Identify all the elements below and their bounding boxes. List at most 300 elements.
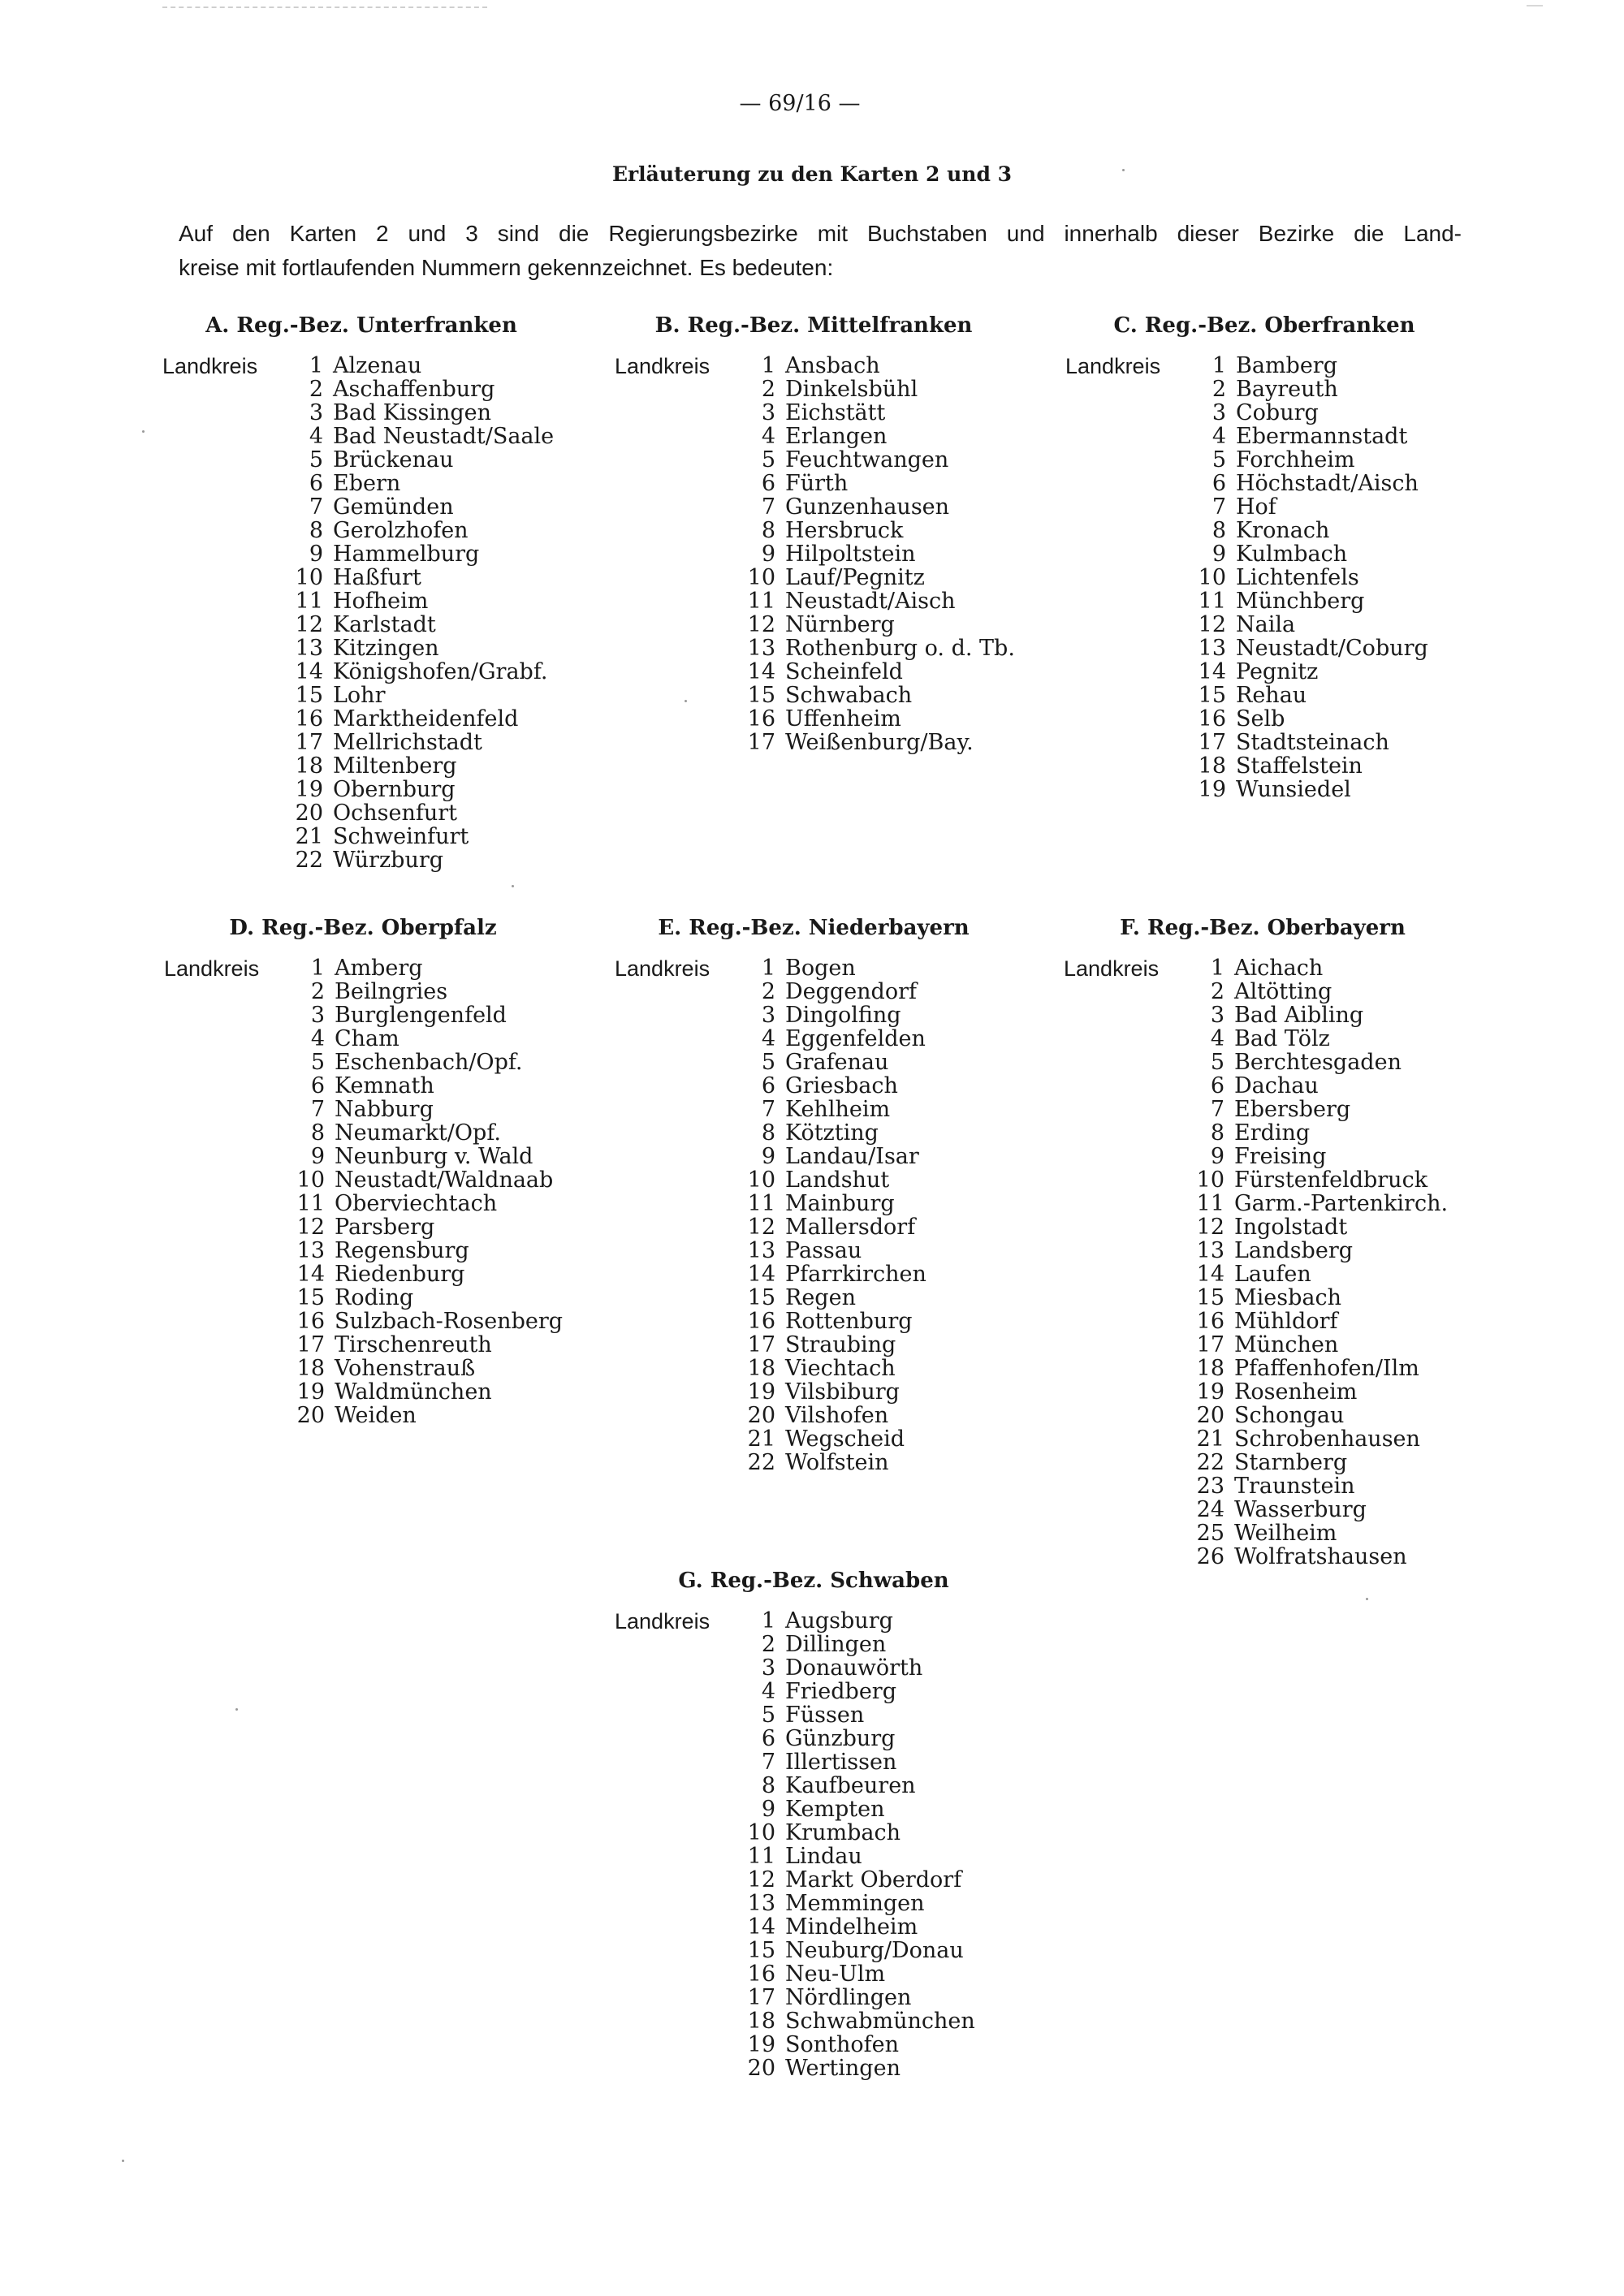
landkreis-item [736, 1333, 926, 1357]
district-heading: E. Reg.-Bez. Niederbayern [658, 916, 970, 940]
landkreis-item [286, 1098, 563, 1121]
scan-artifact-mark [1527, 5, 1543, 6]
landkreis-number: 16 [747, 1962, 775, 1987]
landkreis-number: 8 [761, 518, 775, 543]
landkreis-number: 25 [1196, 1521, 1224, 1546]
landkreis-number: 18 [1196, 1356, 1224, 1381]
landkreis-name: Gerolzhofen [333, 518, 469, 543]
page-number: — 69/16 — [739, 91, 861, 116]
landkreis-label: Landkreis [615, 1609, 710, 1634]
landkreis-number: 7 [761, 494, 775, 520]
landkreis-item [736, 1215, 926, 1239]
landkreis-item [284, 637, 554, 660]
landkreis-number: 10 [747, 565, 775, 590]
landkreis-name: Haßfurt [333, 565, 421, 590]
landkreis-item [1187, 589, 1428, 613]
landkreis-item [1186, 1215, 1448, 1239]
landkreis-list [286, 956, 563, 1427]
landkreis-item [736, 1168, 926, 1192]
district-heading: G. Reg.-Bez. Schwaben [678, 1569, 949, 1593]
landkreis-number: 9 [310, 1144, 325, 1169]
landkreis-name: Naila [1236, 612, 1296, 637]
landkreis-item [284, 613, 554, 637]
landkreis-name: Griesbach [785, 1073, 898, 1098]
landkreis-item [1187, 425, 1428, 448]
landkreis-item [736, 1027, 926, 1051]
landkreis-item [736, 1915, 975, 1939]
landkreis-number: 14 [1196, 1262, 1224, 1287]
landkreis-number: 16 [295, 706, 323, 732]
landkreis-name: Weiden [335, 1403, 417, 1428]
landkreis-number: 18 [295, 753, 323, 779]
landkreis-item [736, 566, 1015, 589]
landkreis-name: Münchberg [1236, 589, 1365, 614]
landkreis-name: Neunburg v. Wald [335, 1144, 533, 1169]
landkreis-item [1187, 495, 1428, 519]
scan-speck [235, 1708, 238, 1711]
landkreis-item [284, 472, 554, 495]
landkreis-name: Kulmbach [1236, 542, 1348, 567]
landkreis-item [286, 1333, 563, 1357]
landkreis-number: 3 [761, 1003, 775, 1028]
landkreis-number: 10 [296, 1167, 325, 1193]
landkreis-list [284, 354, 554, 872]
landkreis-item [736, 1239, 926, 1262]
landkreis-name: Mühldorf [1234, 1309, 1338, 1334]
landkreis-name: Passau [785, 1238, 862, 1263]
landkreis-name: Wolfstein [785, 1450, 889, 1475]
district-heading: B. Reg.-Bez. Mittelfranken [654, 313, 973, 338]
landkreis-name: Kemnath [335, 1073, 434, 1098]
landkreis-number: 26 [1196, 1544, 1224, 1569]
landkreis-name: Günzburg [785, 1726, 896, 1751]
landkreis-item [286, 980, 563, 1003]
landkreis-name: Staffelstein [1236, 753, 1363, 779]
landkreis-number: 22 [1196, 1450, 1224, 1475]
landkreis-name: Rehau [1236, 683, 1307, 708]
landkreis-item [286, 1286, 563, 1310]
landkreis-item [286, 1027, 563, 1051]
landkreis-item [736, 1310, 926, 1333]
landkreis-item [284, 754, 554, 778]
landkreis-name: Grafenau [785, 1050, 889, 1075]
landkreis-number: 19 [747, 2032, 775, 2057]
landkreis-number: 20 [296, 1403, 325, 1428]
landkreis-name: Waldmünchen [335, 1379, 492, 1405]
landkreis-item [736, 1286, 926, 1310]
landkreis-name: Höchstadt/Aisch [1236, 471, 1419, 496]
landkreis-number: 9 [1210, 1144, 1224, 1169]
landkreis-label: Landkreis [1065, 354, 1161, 378]
landkreis-number: 14 [295, 659, 323, 684]
landkreis-number: 18 [1198, 753, 1226, 779]
landkreis-item [736, 1868, 975, 1892]
landkreis-number: 6 [761, 1073, 775, 1098]
landkreis-name: Pegnitz [1236, 659, 1319, 684]
landkreis-number: 21 [295, 824, 323, 849]
landkreis-number: 10 [747, 1167, 775, 1193]
landkreis-item [736, 354, 1015, 378]
landkreis-name: Traunstein [1234, 1474, 1355, 1499]
landkreis-name: Ebersberg [1234, 1097, 1351, 1122]
landkreis-item [284, 801, 554, 825]
landkreis-item [286, 956, 563, 980]
landkreis-number: 20 [1196, 1403, 1224, 1428]
landkreis-number: 16 [747, 706, 775, 732]
landkreis-number: 3 [761, 1655, 775, 1681]
landkreis-item [284, 825, 554, 848]
landkreis-item [736, 1609, 975, 1633]
landkreis-name: Stadtsteinach [1236, 730, 1389, 755]
landkreis-number: 12 [296, 1215, 325, 1240]
landkreis-name: Kaufbeuren [785, 1773, 916, 1798]
landkreis-name: Miltenberg [333, 753, 457, 779]
landkreis-name: Oberviechtach [335, 1191, 498, 1216]
landkreis-name: Markt Oberdorf [785, 1867, 962, 1892]
landkreis-name: Schwabmünchen [785, 2009, 975, 2034]
landkreis-number: 9 [761, 542, 775, 567]
landkreis-name: Forchheim [1236, 447, 1355, 473]
landkreis-item [736, 1051, 926, 1074]
landkreis-number: 5 [1210, 1050, 1224, 1075]
landkreis-number: 15 [747, 683, 775, 708]
landkreis-item [286, 1192, 563, 1215]
landkreis-number: 9 [761, 1797, 775, 1822]
landkreis-name: Mellrichstadt [333, 730, 482, 755]
landkreis-number: 4 [761, 1679, 775, 1704]
landkreis-name: Lauf/Pegnitz [785, 565, 925, 590]
scan-speck [685, 700, 687, 702]
landkreis-name: Brückenau [333, 447, 454, 473]
landkreis-number: 7 [761, 1750, 775, 1775]
landkreis-number: 16 [1196, 1309, 1224, 1334]
landkreis-item [1187, 472, 1428, 495]
landkreis-name: Kötzting [785, 1120, 879, 1146]
landkreis-item [286, 1357, 563, 1380]
landkreis-item [736, 637, 1015, 660]
landkreis-number: 6 [761, 471, 775, 496]
landkreis-number: 17 [747, 1332, 775, 1357]
landkreis-name: Rosenheim [1234, 1379, 1358, 1405]
landkreis-name: Neumarkt/Opf. [335, 1120, 501, 1146]
page-title: Erläuterung zu den Karten 2 und 3 [611, 162, 1013, 186]
landkreis-name: Nürnberg [785, 612, 895, 637]
landkreis-name: Augsburg [785, 1608, 893, 1634]
landkreis-item [284, 566, 554, 589]
landkreis-number: 14 [747, 1262, 775, 1287]
intro-line-2: kreise mit fortlaufenden Nummern gekennzeichnet. Es bedeuten: [179, 255, 834, 280]
landkreis-number: 2 [1212, 377, 1226, 402]
landkreis-number: 17 [1196, 1332, 1224, 1357]
landkreis-number: 2 [310, 979, 325, 1004]
landkreis-name: Wegscheid [785, 1426, 905, 1452]
landkreis-name: Lichtenfels [1236, 565, 1359, 590]
landkreis-item [736, 707, 1015, 731]
landkreis-number: 6 [1210, 1073, 1224, 1098]
landkreis-item [1186, 1286, 1448, 1310]
landkreis-number: 13 [296, 1238, 325, 1263]
landkreis-number: 20 [747, 2056, 775, 2081]
landkreis-name: Rottenburg [785, 1309, 913, 1334]
landkreis-item [1186, 1380, 1448, 1404]
landkreis-list [736, 1609, 975, 2080]
landkreis-item [284, 707, 554, 731]
landkreis-number: 15 [1196, 1285, 1224, 1310]
landkreis-item [736, 1003, 926, 1027]
landkreis-number: 6 [310, 1073, 325, 1098]
landkreis-name: Dingolfing [785, 1003, 901, 1028]
landkreis-name: Friedberg [785, 1679, 896, 1704]
landkreis-name: Fürth [785, 471, 849, 496]
landkreis-item [736, 2056, 975, 2080]
landkreis-name: Wertingen [785, 2056, 901, 2081]
landkreis-name: Kitzingen [333, 636, 439, 661]
landkreis-item [284, 519, 554, 542]
landkreis-name: Roding [335, 1285, 414, 1310]
landkreis-number: 4 [1210, 1026, 1224, 1051]
landkreis-item [1187, 660, 1428, 684]
landkreis-name: Landau/Isar [785, 1144, 919, 1169]
landkreis-number: 10 [747, 1820, 775, 1845]
landkreis-number: 19 [1198, 777, 1226, 802]
landkreis-name: Sonthofen [785, 2032, 899, 2057]
landkreis-name: Berchtesgaden [1234, 1050, 1402, 1075]
landkreis-item [736, 1845, 975, 1868]
landkreis-item [1186, 1521, 1448, 1545]
landkreis-name: Tirschenreuth [335, 1332, 492, 1357]
landkreis-name: Schweinfurt [333, 824, 469, 849]
landkreis-name: Pfaffenhofen/Ilm [1234, 1356, 1419, 1381]
landkreis-label: Landkreis [1064, 956, 1160, 981]
landkreis-number: 16 [747, 1309, 775, 1334]
landkreis-item [736, 1633, 975, 1656]
landkreis-name: Freising [1234, 1144, 1327, 1169]
landkreis-name: Alzenau [333, 353, 422, 378]
landkreis-number: 16 [1198, 706, 1226, 732]
landkreis-number: 7 [1212, 494, 1226, 520]
landkreis-name: Neu-Ulm [785, 1962, 886, 1987]
landkreis-item [286, 1262, 563, 1286]
landkreis-item [736, 956, 926, 980]
landkreis-item [736, 1192, 926, 1215]
landkreis-item [736, 1380, 926, 1404]
landkreis-name: Bad Tölz [1234, 1026, 1330, 1051]
landkreis-list [1186, 956, 1448, 1569]
scan-speck [1366, 1598, 1368, 1600]
landkreis-item [736, 425, 1015, 448]
landkreis-number: 11 [295, 589, 323, 614]
landkreis-item [286, 1051, 563, 1074]
landkreis-item [736, 2009, 975, 2033]
landkreis-number: 1 [761, 956, 775, 981]
landkreis-item [736, 1750, 975, 1774]
landkreis-name: Bamberg [1236, 353, 1337, 378]
landkreis-number: 5 [309, 447, 323, 473]
scan-speck [512, 885, 514, 887]
landkreis-name: Schongau [1234, 1403, 1345, 1428]
landkreis-name: Garm.-Partenkirch. [1234, 1191, 1449, 1216]
landkreis-number: 5 [761, 1050, 775, 1075]
landkreis-number: 1 [761, 1608, 775, 1634]
landkreis-number: 11 [747, 1191, 775, 1216]
district-heading: A. Reg.-Bez. Unterfranken [205, 313, 517, 338]
landkreis-name: Vohenstrauß [335, 1356, 476, 1381]
landkreis-name: Eggenfelden [785, 1026, 926, 1051]
landkreis-number: 3 [310, 1003, 325, 1028]
landkreis-item [1186, 1310, 1448, 1333]
landkreis-name: Würzburg [333, 848, 444, 873]
landkreis-name: Regen [785, 1285, 856, 1310]
landkreis-item [284, 778, 554, 801]
landkreis-item [736, 1427, 926, 1451]
landkreis-name: Karlstadt [333, 612, 436, 637]
landkreis-item [1187, 778, 1428, 801]
landkreis-item [1187, 354, 1428, 378]
landkreis-list [736, 354, 1015, 754]
landkreis-number: 13 [747, 1891, 775, 1916]
landkreis-item [1186, 1051, 1448, 1074]
landkreis-item [1187, 448, 1428, 472]
landkreis-number: 16 [296, 1309, 325, 1334]
landkreis-name: Vilsbiburg [785, 1379, 900, 1405]
landkreis-number: 10 [295, 565, 323, 590]
landkreis-number: 3 [1212, 400, 1226, 425]
landkreis-item [286, 1310, 563, 1333]
landkreis-name: Ebern [333, 471, 401, 496]
landkreis-number: 14 [296, 1262, 325, 1287]
landkreis-item [1186, 1098, 1448, 1121]
landkreis-number: 15 [747, 1938, 775, 1963]
landkreis-item [736, 589, 1015, 613]
landkreis-number: 8 [1212, 518, 1226, 543]
landkreis-item [1187, 401, 1428, 425]
landkreis-list [736, 956, 926, 1474]
landkreis-item [1186, 1451, 1448, 1474]
landkreis-item [1186, 1474, 1448, 1498]
landkreis-name: Schwabach [785, 683, 913, 708]
landkreis-name: Dinkelsbühl [785, 377, 918, 402]
landkreis-name: Illertissen [785, 1750, 897, 1775]
landkreis-item [284, 848, 554, 872]
landkreis-item [1186, 956, 1448, 980]
landkreis-item [1186, 1027, 1448, 1051]
landkreis-item [1186, 1498, 1448, 1521]
landkreis-name: Eichstätt [785, 400, 886, 425]
landkreis-number: 8 [761, 1120, 775, 1146]
landkreis-name: Pfarrkirchen [785, 1262, 926, 1287]
landkreis-number: 19 [1196, 1379, 1224, 1405]
landkreis-number: 12 [1198, 612, 1226, 637]
landkreis-number: 2 [761, 1632, 775, 1657]
landkreis-number: 13 [1196, 1238, 1224, 1263]
landkreis-name: Hilpoltstein [785, 542, 916, 567]
landkreis-name: Hofheim [333, 589, 429, 614]
landkreis-item [284, 684, 554, 707]
landkreis-number: 17 [295, 730, 323, 755]
landkreis-number: 12 [295, 612, 323, 637]
landkreis-number: 11 [296, 1191, 325, 1216]
landkreis-item [736, 1798, 975, 1821]
landkreis-item [736, 1145, 926, 1168]
landkreis-number: 9 [309, 542, 323, 567]
landkreis-name: Kronach [1236, 518, 1330, 543]
landkreis-number: 18 [747, 1356, 775, 1381]
landkreis-label: Landkreis [164, 956, 260, 981]
landkreis-item [736, 1821, 975, 1845]
landkreis-name: Parsberg [335, 1215, 435, 1240]
landkreis-number: 3 [309, 400, 323, 425]
landkreis-name: Ansbach [785, 353, 880, 378]
landkreis-number: 1 [309, 353, 323, 378]
landkreis-item [286, 1074, 563, 1098]
landkreis-name: Weilheim [1234, 1521, 1337, 1546]
landkreis-name: Kehlheim [785, 1097, 891, 1122]
landkreis-item [736, 448, 1015, 472]
landkreis-name: Wolfratshausen [1234, 1544, 1407, 1569]
landkreis-item [1187, 542, 1428, 566]
landkreis-number: 14 [747, 659, 775, 684]
landkreis-number: 9 [1212, 542, 1226, 567]
landkreis-item [1186, 1357, 1448, 1380]
landkreis-name: Marktheidenfeld [333, 706, 519, 732]
landkreis-number: 24 [1196, 1497, 1224, 1522]
landkreis-item [284, 354, 554, 378]
landkreis-number: 11 [747, 1844, 775, 1869]
landkreis-number: 9 [761, 1144, 775, 1169]
landkreis-name: Dachau [1234, 1073, 1319, 1098]
landkreis-number: 5 [1212, 447, 1226, 473]
landkreis-number: 2 [1210, 979, 1224, 1004]
landkreis-name: Hammelburg [333, 542, 480, 567]
landkreis-number: 5 [761, 447, 775, 473]
landkreis-number: 8 [309, 518, 323, 543]
landkreis-number: 20 [747, 1403, 775, 1428]
landkreis-name: Neustadt/Aisch [785, 589, 956, 614]
landkreis-item [1186, 1145, 1448, 1168]
landkreis-number: 4 [761, 424, 775, 449]
landkreis-name: Miesbach [1234, 1285, 1342, 1310]
landkreis-number: 1 [310, 956, 325, 981]
landkreis-item [1187, 731, 1428, 754]
landkreis-number: 2 [309, 377, 323, 402]
landkreis-number: 8 [1210, 1120, 1224, 1146]
landkreis-item [1187, 684, 1428, 707]
landkreis-number: 6 [309, 471, 323, 496]
intro-line-1: Auf den Karten 2 und 3 sind die Regierungsbezirke mit Buchstaben und innerhalb dieser Bezirke die Land- [179, 221, 1462, 246]
landkreis-number: 7 [761, 1097, 775, 1122]
landkreis-name: Fürstenfeldbruck [1234, 1167, 1428, 1193]
landkreis-item [736, 1774, 975, 1798]
landkreis-item [736, 495, 1015, 519]
landkreis-item [1186, 1239, 1448, 1262]
landkreis-number: 13 [747, 636, 775, 661]
landkreis-number: 15 [1198, 683, 1226, 708]
landkreis-number: 4 [1212, 424, 1226, 449]
landkreis-name: Hersbruck [785, 518, 904, 543]
landkreis-item [286, 1145, 563, 1168]
landkreis-item [1187, 754, 1428, 778]
landkreis-name: Beilngries [335, 979, 448, 1004]
landkreis-number: 10 [1198, 565, 1226, 590]
landkreis-item [286, 1168, 563, 1192]
landkreis-name: Laufen [1234, 1262, 1311, 1287]
landkreis-name: Obernburg [333, 777, 456, 802]
landkreis-name: Aichach [1234, 956, 1324, 981]
landkreis-name: Eschenbach/Opf. [335, 1050, 523, 1075]
landkreis-number: 8 [761, 1773, 775, 1798]
landkreis-number: 21 [1196, 1426, 1224, 1452]
landkreis-item [736, 980, 926, 1003]
